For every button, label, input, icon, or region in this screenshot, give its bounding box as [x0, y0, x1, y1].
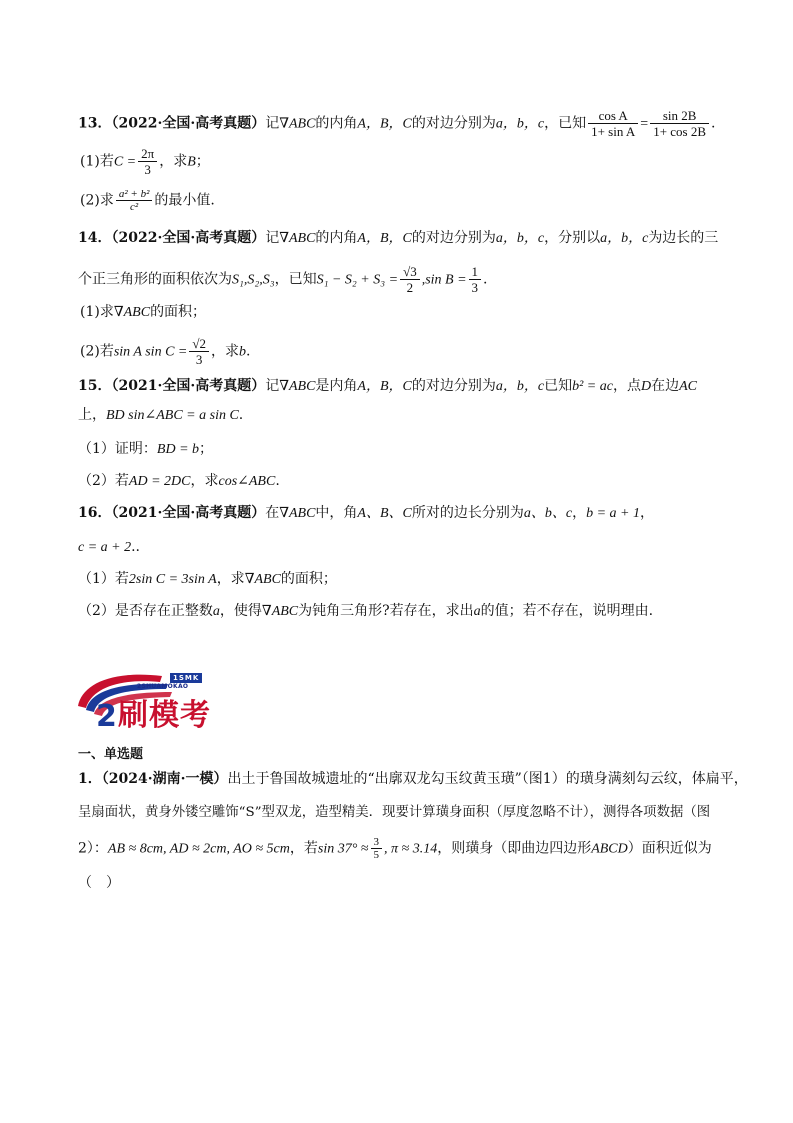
logo-subtitle: 2SHUAMOKAO: [137, 683, 189, 690]
math: sin 37° ≈: [317, 841, 369, 857]
problem-source: （2024·湖南·一模）: [101, 771, 228, 787]
text: 出土于鲁国故城遗址的“出廓双龙勾玉纹黄玉璜”（图1）的璜身满刻勾云纹，体扁平，: [227, 771, 748, 787]
text: 中，角: [315, 505, 358, 521]
problem-15-part-2: [78, 471, 718, 492]
problem-16-stem-line-2: [78, 537, 718, 558]
math: a，b，c: [495, 379, 545, 394]
problem-16-part-2: [78, 601, 718, 622]
triangle-symbol: ∇ABC: [113, 305, 151, 320]
math: cos∠ABC: [218, 474, 276, 489]
math: a，b，c: [600, 231, 649, 246]
text: ，使得: [219, 603, 262, 619]
text: ）面积近似为: [627, 840, 712, 857]
logo-title: 刷模考: [118, 698, 211, 733]
text: 的面积；: [150, 304, 207, 320]
math: AD = 2DC: [128, 474, 191, 489]
fraction: $\frac{\text{a² + b²}}{\text{c²}}$: [116, 188, 153, 213]
triangle-symbol: ∇ABC: [279, 231, 316, 246]
triangle-symbol: ∇ABC: [279, 506, 316, 521]
text: 记: [265, 115, 280, 132]
math: AC: [679, 379, 697, 394]
fraction: $\frac{3}{5}$: [371, 836, 383, 861]
equals: =: [640, 116, 649, 132]
text: 为钝角三角形?若存在，求出: [298, 603, 474, 619]
math: b² = ac: [572, 379, 613, 394]
math: ,sin B =: [421, 272, 467, 288]
text: 在边: [651, 378, 680, 394]
text: 已知: [544, 378, 573, 394]
text: ，若: [289, 840, 318, 857]
math: sin A sin C =: [113, 344, 188, 360]
problem-1-line-3: [78, 836, 718, 861]
text: ；: [199, 441, 214, 457]
text: .: [711, 115, 716, 132]
text: ，已知: [544, 115, 587, 132]
math: a，b，c: [495, 116, 545, 132]
text: ..: [131, 539, 141, 555]
text: 的面积；: [280, 571, 337, 587]
problem-source: （2021·全国·高考真题）: [111, 378, 266, 394]
text: 的内角: [315, 115, 358, 132]
math: , π ≈ 3.14: [384, 841, 438, 857]
triangle-symbol: ∇ABC: [279, 116, 316, 132]
text: 的值；若不存在，说明理由.: [480, 603, 654, 619]
text: ，则璜身（即曲边四边形: [437, 840, 592, 857]
text: （2）若: [78, 473, 129, 489]
math: A、B、C: [357, 506, 412, 521]
text: (2)若: [80, 343, 114, 360]
problem-number: 1: [78, 771, 88, 787]
triangle-symbol: ∇ABC: [244, 572, 281, 587]
text: ，求: [216, 571, 245, 587]
problem-number: 13: [78, 115, 98, 132]
fraction: $\frac{√2}{3}$: [189, 336, 209, 367]
problem-number: 14: [78, 230, 98, 246]
problem-number: 15: [78, 378, 98, 394]
text: (1)求: [80, 304, 114, 320]
text: .: [246, 343, 251, 360]
math: S₁ − S₂ + S₃ =: [316, 272, 399, 288]
math: A，B，C: [357, 116, 412, 132]
section-heading: 一、单选题: [78, 747, 144, 762]
problem-16-part-1: [78, 569, 718, 590]
problem-15-stem-line-1: 15．（2021·全国·高考真题）记∇ABC是内角A，B，C的对边分别为a，b，c已知b² = ac，点D在边AC: [78, 378, 697, 394]
problem-14-part-2: [80, 336, 720, 367]
text: 2）：: [78, 840, 108, 857]
text: ，求: [190, 473, 219, 489]
text: （1）若: [78, 571, 129, 587]
math: a: [212, 604, 220, 619]
text: 个正三角形的面积依次为: [78, 271, 232, 288]
math: D: [640, 379, 652, 394]
problem-source: （2021·全国·高考真题）: [111, 505, 266, 521]
problem-15-stem-line-2: [78, 405, 718, 426]
text: 的对边分别为: [411, 378, 496, 394]
text: ，已知: [274, 271, 317, 288]
math: c = a + 2: [78, 540, 132, 555]
problem-source: （2022·全国·高考真题）: [111, 115, 266, 132]
problem-13-stem: 13．（2022·全国·高考真题）记∇ABC的内角A，B，C的对边分别为a，b，c，已知 $\frac{\text{cos A}}{\text{1+ sin A}}$ = $\frac{\sin 2B}{1+ \cos 2B}$ .: [78, 108, 716, 139]
text: 上，: [78, 407, 106, 423]
text: .: [238, 407, 244, 423]
text: （2）是否存在正整数: [78, 603, 213, 619]
logo-digit: 2: [96, 699, 117, 730]
problem-14-part-1: [80, 302, 720, 323]
text: ，求: [159, 153, 188, 170]
text: ；: [195, 153, 210, 170]
text: 记: [265, 378, 280, 394]
text: .: [483, 271, 488, 288]
problem-1-line-1: 1．（2024·湖南·一模）出土于鲁国故城遗址的“出廓双龙勾玉纹黄玉璜”（图1）的璜身满刻勾云纹，体扁平，: [78, 771, 748, 787]
math: A，B，C: [357, 379, 412, 394]
problem-14-stem-line-1: 14．（2022·全国·高考真题）记∇ABC的内角A，B，C的对边分别为a，b，c，分别以a，b，c为边长的三: [78, 230, 719, 246]
problem-15-part-1: [78, 439, 718, 460]
problem-16-stem-line-1: 16．（2021·全国·高考真题）在∇ABC中，角A、B、C所对的边长分别为a、b、c，b = a + 1，: [78, 505, 654, 521]
fraction: $\frac{\sin 2B}{1+ \cos 2B}$: [650, 108, 709, 139]
math: 2sin C = 3sin A: [128, 572, 217, 587]
math: a，b，c: [495, 231, 545, 246]
text: 记: [265, 230, 280, 246]
fraction: $\frac{1}{3}$: [469, 264, 482, 295]
text: ，分别以: [544, 230, 601, 246]
math: C =: [113, 154, 137, 170]
math: a、b、c: [523, 506, 573, 521]
text: 的对边分别为: [411, 115, 496, 132]
text: ，点: [612, 378, 641, 394]
text: .: [275, 473, 280, 489]
math: ABCD: [591, 841, 628, 857]
problem-1-line-2: [78, 802, 718, 823]
problem-14-stem-line-2: [78, 264, 718, 295]
text: 呈扇面状，黄身外镂空雕饰“S”型双龙，造型精美．现要计算璜身面积（厚度忽略不计），测得各项数据（图: [78, 805, 711, 820]
logo-badge: 1SMK: [170, 673, 202, 683]
text: 的最小值.: [154, 192, 215, 209]
text: 的内角: [315, 230, 358, 246]
text: ，: [572, 505, 587, 521]
text: (1)若: [80, 153, 114, 170]
triangle-symbol: ∇ABC: [261, 604, 299, 619]
math: b = a + 1: [586, 506, 640, 521]
fraction: $\frac{√3}{2}$: [400, 264, 420, 295]
text: 在: [265, 505, 280, 521]
fraction: $\frac{2\pi}{3}$: [138, 146, 157, 177]
triangle-symbol: ∇ABC: [279, 379, 316, 394]
text: 是内角: [315, 378, 358, 394]
math: BD sin∠ABC = a sin C: [106, 408, 239, 423]
math: AB ≈ 8cm, AD ≈ 2cm, AO ≈ 5cm: [107, 841, 290, 857]
math: S₁,S₂,S₃: [232, 272, 275, 288]
math: b: [239, 344, 246, 360]
math: B: [187, 154, 196, 170]
problem-1-answer-blank: [78, 873, 718, 893]
problem-number: 16: [78, 505, 98, 521]
answer-parentheses: （ ）: [78, 875, 120, 891]
text: 为边长的三: [648, 230, 719, 246]
math: a: [473, 604, 481, 619]
fraction: $\frac{\text{cos A}}{\text{1+ sin A}}$: [588, 108, 638, 139]
text: 的对边分别为: [411, 230, 496, 246]
text: 所对的边长分别为: [411, 505, 524, 521]
problem-13-part-2: [80, 188, 720, 213]
text: （1）证明：: [78, 441, 157, 457]
problem-source: （2022·全国·高考真题）: [111, 230, 266, 246]
math: A，B，C: [357, 231, 412, 246]
text: ，: [640, 505, 654, 521]
math: BD = b: [156, 442, 200, 457]
text: (2)求: [80, 192, 114, 209]
text: ，求: [211, 343, 239, 360]
problem-13-part-1: [80, 146, 720, 177]
